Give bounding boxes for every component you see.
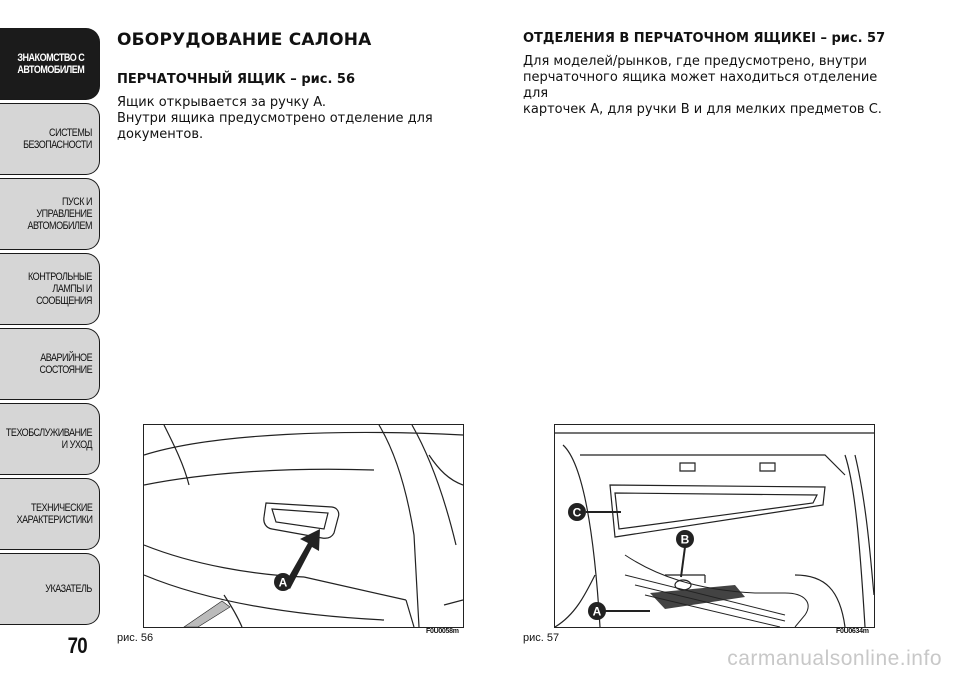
marker-a — [588, 602, 650, 620]
compartments-heading: ОТДЕЛЕНИЯ В ПЕРЧАТОЧНОМ ЯЩИКЕI – рис. 57 — [523, 31, 886, 46]
tab-label: АВАРИЙНОЕ СОСТОЯНИЕ — [39, 352, 92, 376]
figure-56-code: F0U0058m — [426, 628, 459, 635]
svg-text:A: A — [278, 575, 288, 590]
figure-56-caption: рис. 56 — [117, 632, 154, 644]
compartments-text-1: Для моделей/рынков, где предусмотрено, внутри — [523, 54, 868, 69]
watermark: carmanualsonline.info — [727, 647, 942, 670]
page-title: ОБОРУДОВАНИЕ САЛОНА — [117, 30, 372, 50]
glovebox-text-2: Внутри ящика предусмотрено отделение для документов. — [117, 111, 433, 142]
tab-sistemy[interactable] — [0, 103, 100, 175]
compartments-illustration — [555, 425, 874, 627]
tab-harakteristiki[interactable] — [0, 478, 100, 550]
marker-b — [676, 530, 694, 577]
figure-57-caption: рис. 57 — [523, 632, 560, 644]
svg-text:C: C — [572, 505, 582, 520]
tab-label: УКАЗАТЕЛЬ — [45, 583, 92, 595]
glovebox-heading: ПЕРЧАТОЧНЫЙ ЯЩИК – рис. 56 — [117, 72, 356, 87]
glovebox-text-1: Ящик открывается за ручку A. — [117, 95, 327, 110]
right-column — [523, 30, 903, 118]
tab-label: ПУСК И УПРАВЛЕНИЕ АВТОМОБИЛЕМ — [27, 196, 92, 232]
handle-recess — [264, 503, 339, 538]
card-slot — [650, 585, 745, 609]
tab-label: ТЕХНИЧЕСКИЕ ХАРАКТЕРИСТИКИ — [16, 502, 92, 526]
tab-label: СИСТЕМЫ БЕЗОПАСНОСТИ — [23, 127, 92, 151]
tab-label: ЗНАКОМСТВО С АВТОМОБИЛЕМ — [17, 52, 85, 76]
tab-label: КОНТРОЛЬНЫЕ ЛАМПЫ И СООБЩЕНИЯ — [28, 271, 92, 307]
figure-57-glovebox-compartments — [554, 424, 875, 628]
svg-text:B: B — [680, 532, 690, 547]
compartments-text-3: карточек A, для ручки B и для мелких предметов C. — [523, 102, 882, 117]
compartments-text-2: перчаточного ящика может находиться отделение для — [523, 70, 878, 101]
figure-57-code: F0U0634m — [836, 628, 869, 635]
tab-avariinoe[interactable] — [0, 328, 100, 400]
page-number: 70 — [67, 633, 87, 658]
tab-ukazatel[interactable] — [0, 553, 100, 625]
marker-a — [274, 573, 292, 591]
tab-znakomstvo[interactable] — [0, 28, 100, 100]
tab-tehobsluzhivanie[interactable] — [0, 403, 100, 475]
tab-pusk[interactable] — [0, 178, 100, 250]
figure-56-glovebox-handle — [143, 424, 464, 628]
glovebox-illustration — [144, 425, 463, 627]
side-vent — [184, 601, 230, 627]
left-column — [117, 30, 497, 143]
tab-lampy[interactable] — [0, 253, 100, 325]
svg-text:A: A — [592, 604, 602, 619]
small-items-tray — [610, 463, 825, 537]
tab-label: ТЕХОБСЛУЖИВАНИЕ И УХОД — [5, 427, 92, 451]
